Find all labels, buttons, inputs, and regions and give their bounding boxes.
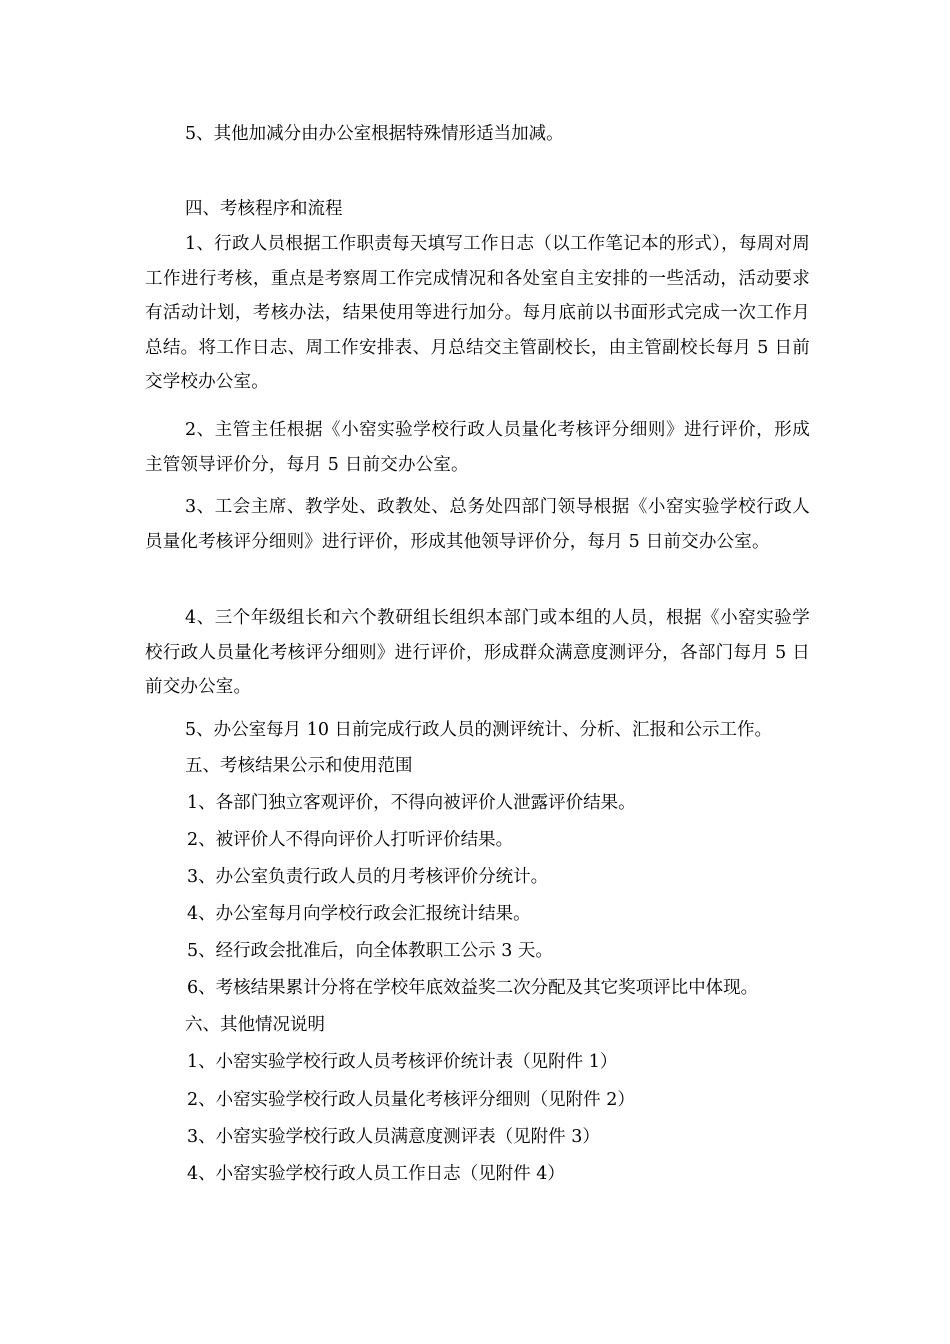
section-4-item-4: 4、三个年级组长和六个教研组长组织本部门或本组的人员，根据《小窑实验学校行政人员量化考核评分细则》进行评价，形成群众满意度测评分，各部门每月 5 日前交办公室。 (145, 608, 810, 697)
section-5-item-5: 5、经行政会批准后，向全体教职工公示 3 天。 (187, 941, 553, 961)
section-4-item-1: 1、行政人员根据工作职责每天填写工作日志（以工作笔记本的形式），每周对周工作进行考核，重点是考察周工作完成情况和各处室自主安排的一些活动，活动要求有活动计划，考核办法，结果使用等进行加分。每月底前以书面形式完成一次工作月总结。将工作日志、周工作安排表、月总结交主管副校长，由主管副校长每月 5 日前交学校办公室。 (145, 234, 810, 392)
section-4-item-5: 5、办公室每月 10 日前完成行政人员的测评统计、分析、汇报和公示工作。 (185, 720, 773, 740)
section-4-item-3: 3、工会主席、教学处、政教处、总务处四部门领导根据《小窑实验学校行政人员量化考核评分细则》进行评价，形成其他领导评价分，每月 5 日前交办公室。 (145, 497, 810, 552)
section-4-item-2: 2、主管主任根据《小窑实验学校行政人员量化考核评分细则》进行评价，形成主管领导评价分，每月 5 日前交办公室。 (145, 420, 810, 475)
section-5-heading: 五、考核结果公示和使用范围 (185, 756, 413, 776)
adjustment-note: 5、其他加减分由办公室根据特殊情形适当加减。 (185, 124, 564, 144)
section-5-item-4: 4、办公室每月向学校行政会汇报统计结果。 (187, 904, 531, 924)
section-6-heading: 六、其他情况说明 (185, 1015, 325, 1035)
section-5-item-3: 3、办公室负责行政人员的月考核评价分统计。 (187, 867, 549, 887)
section-5-item-1: 1、各部门独立客观评价，不得向被评价人泄露评价结果。 (187, 793, 636, 813)
section-5-item-6: 6、考核结果累计分将在学校年底效益奖二次分配及其它奖项评比中体现。 (187, 978, 759, 998)
section-5-item-2: 2、被评价人不得向评价人打听评价结果。 (187, 830, 514, 850)
section-6-item-1: 1、小窑实验学校行政人员考核评价统计表（见附件 1） (187, 1052, 618, 1072)
section-6-item-2: 2、小窑实验学校行政人员量化考核评分细则（见附件 2） (187, 1090, 635, 1110)
section-6-item-3: 3、小窑实验学校行政人员满意度测评表（见附件 3） (187, 1127, 600, 1147)
section-6-item-4: 4、小窑实验学校行政人员工作日志（见附件 4） (187, 1164, 565, 1184)
section-4-heading: 四、考核程序和流程 (185, 199, 343, 219)
